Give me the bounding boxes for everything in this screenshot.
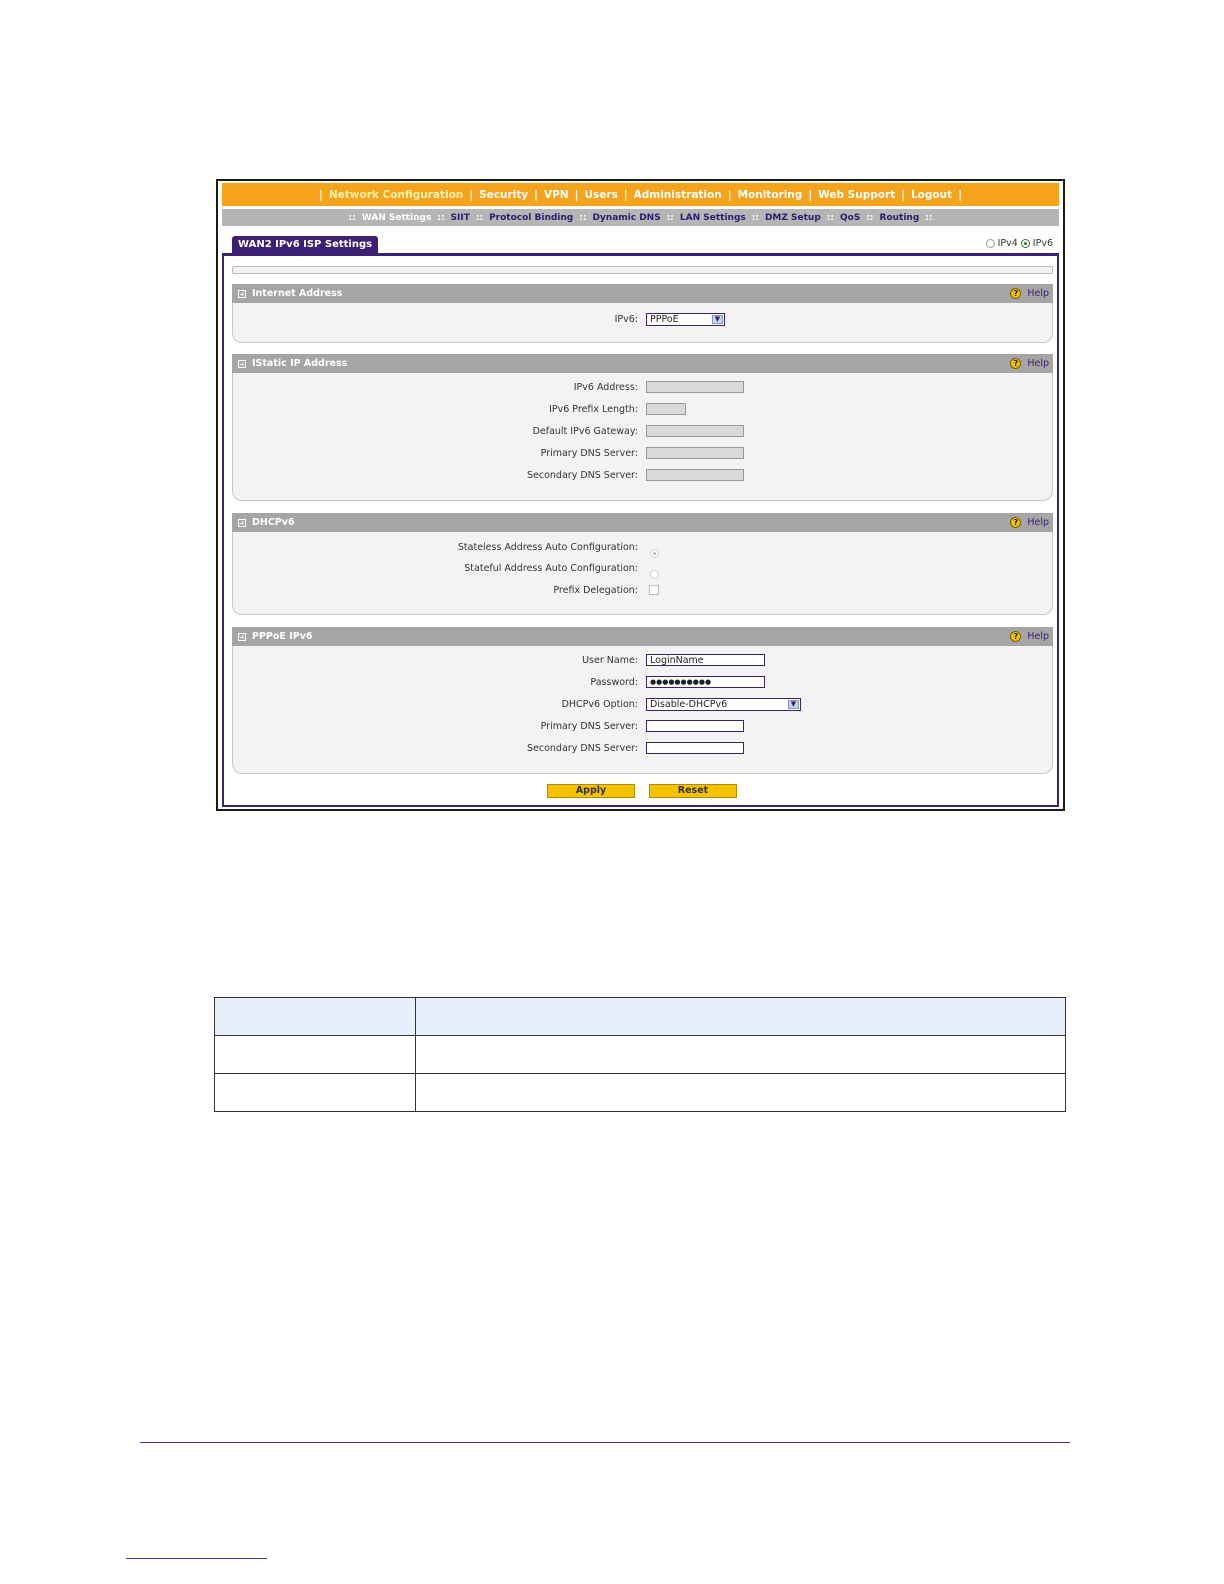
table-cell <box>215 1074 416 1112</box>
subnav-dmz-setup[interactable]: DMZ Setup <box>764 212 821 223</box>
password-input[interactable]: ●●●●●●●●●● <box>646 676 765 688</box>
section-header <box>232 354 1053 373</box>
ipv6-address-input[interactable] <box>646 381 744 393</box>
table-row <box>215 1074 1066 1112</box>
table-header-cell <box>215 998 416 1036</box>
dhcpv6-option-select[interactable]: Disable-DHCPv6 ▼ <box>646 698 801 711</box>
expand-icon <box>238 290 246 298</box>
nav-security[interactable]: Security <box>479 188 529 201</box>
ipv6-prefix-length-input[interactable] <box>646 403 686 415</box>
nav-monitoring[interactable]: Monitoring <box>737 188 803 201</box>
table-header-cell <box>416 998 1066 1036</box>
apply-button[interactable]: Apply <box>547 784 635 798</box>
subnav-qos[interactable]: QoS <box>839 212 861 223</box>
ipv6-prefix-length-label: IPv6 Prefix Length: <box>549 404 638 415</box>
table-cell <box>416 1074 1066 1112</box>
primary-dns-label: Primary DNS Server: <box>540 448 638 459</box>
section-header <box>232 513 1053 532</box>
table-row <box>215 1036 1066 1074</box>
default-gateway-label: Default IPv6 Gateway: <box>532 426 638 437</box>
section-title: IStatic IP Address <box>252 358 348 369</box>
prefix-delegation-label: Prefix Delegation: <box>553 585 638 596</box>
nav-users[interactable]: Users <box>584 188 618 201</box>
default-gateway-input[interactable] <box>646 425 744 437</box>
stateful-radio[interactable] <box>650 570 659 579</box>
ipv6-label: IPv6 <box>1032 238 1053 249</box>
nav-web-support[interactable]: Web Support <box>818 188 896 201</box>
content-frame <box>222 253 1059 807</box>
stateful-label: Stateful Address Auto Configuration: <box>464 563 638 574</box>
help-icon: ? <box>1010 517 1021 528</box>
help-link[interactable]: ? Help <box>1010 513 1049 532</box>
tab-wan2-ipv6-isp-settings[interactable]: WAN2 IPv6 ISP Settings <box>232 236 378 253</box>
prefix-delegation-checkbox[interactable] <box>649 585 659 595</box>
help-link[interactable]: ? Help <box>1010 284 1049 303</box>
pppoe-secondary-dns-label: Secondary DNS Server: <box>527 743 638 754</box>
user-name-input[interactable]: LoginName <box>646 654 765 666</box>
subnav-siit[interactable]: SIIT <box>450 212 470 223</box>
ipv6-type-label: IPv6: <box>614 314 638 325</box>
subnav-lan-settings[interactable]: LAN Settings <box>679 212 746 223</box>
ip-version-selector <box>986 238 1053 249</box>
screenshot-frame <box>216 179 1065 811</box>
password-label: Password: <box>590 677 638 688</box>
help-icon: ? <box>1010 631 1021 642</box>
expand-icon <box>238 519 246 527</box>
top-nav: | Network Configuration | Security | VPN | Users | Administration | Monitoring | Web Support | Logout | <box>222 183 1059 206</box>
section-header <box>232 627 1053 646</box>
message-bar <box>232 266 1053 274</box>
primary-dns-input[interactable] <box>646 447 744 459</box>
subnav-protocol-binding[interactable]: Protocol Binding <box>489 212 574 223</box>
section-header <box>232 284 1053 303</box>
dhcpv6-option-label: DHCPv6 Option: <box>561 699 638 710</box>
nav-network-configuration[interactable]: Network Configuration <box>328 188 464 201</box>
pppoe-primary-dns-label: Primary DNS Server: <box>540 721 638 732</box>
help-icon: ? <box>1010 358 1021 369</box>
table-cell <box>416 1036 1066 1074</box>
help-link[interactable]: ? Help <box>1010 354 1049 373</box>
table-header-row <box>215 998 1066 1036</box>
footer-rule <box>140 1442 1070 1443</box>
stateless-label: Stateless Address Auto Configuration: <box>457 542 638 553</box>
pppoe-secondary-dns-input[interactable] <box>646 742 744 754</box>
table-cell <box>215 1036 416 1074</box>
subnav-wan-settings[interactable]: WAN Settings <box>361 212 432 223</box>
sub-nav: :: WAN Settings :: SIIT :: Protocol Binding :: Dynamic DNS :: LAN Settings :: DMZ Setup :: QoS :: Routing :: <box>222 209 1059 226</box>
subnav-dynamic-dns[interactable]: Dynamic DNS <box>592 212 661 223</box>
nav-administration[interactable]: Administration <box>633 188 722 201</box>
static-ip-section <box>232 354 1053 501</box>
expand-icon <box>238 360 246 368</box>
stateless-radio[interactable] <box>650 549 659 558</box>
secondary-dns-input[interactable] <box>646 469 744 481</box>
expand-icon <box>238 633 246 641</box>
ipv6-address-label: IPv6 Address: <box>573 382 638 393</box>
ipv4-radio[interactable] <box>986 239 995 248</box>
ipv6-radio[interactable] <box>1021 239 1030 248</box>
section-title: DHCPv6 <box>252 517 295 528</box>
footer-link-underline <box>126 1558 267 1559</box>
pppoe-primary-dns-input[interactable] <box>646 720 744 732</box>
pppoe-ipv6-section <box>232 627 1053 774</box>
reset-button[interactable]: Reset <box>649 784 737 798</box>
help-icon: ? <box>1010 288 1021 299</box>
chevron-down-icon: ▼ <box>712 315 723 324</box>
section-title: PPPoE IPv6 <box>252 631 313 642</box>
user-name-label: User Name: <box>582 655 638 666</box>
chevron-down-icon: ▼ <box>788 700 799 709</box>
subnav-routing[interactable]: Routing <box>879 212 920 223</box>
ipv6-type-select[interactable]: PPPoE ▼ <box>646 313 725 326</box>
ipv4-label: IPv4 <box>997 238 1018 249</box>
nav-vpn[interactable]: VPN <box>543 188 569 201</box>
secondary-dns-label: Secondary DNS Server: <box>527 470 638 481</box>
section-title: Internet Address <box>252 288 343 299</box>
nav-logout[interactable]: Logout <box>910 188 953 201</box>
settings-table <box>214 997 1066 1112</box>
help-link[interactable]: ? Help <box>1010 627 1049 646</box>
internet-address-section <box>232 284 1053 343</box>
dhcpv6-section <box>232 513 1053 615</box>
